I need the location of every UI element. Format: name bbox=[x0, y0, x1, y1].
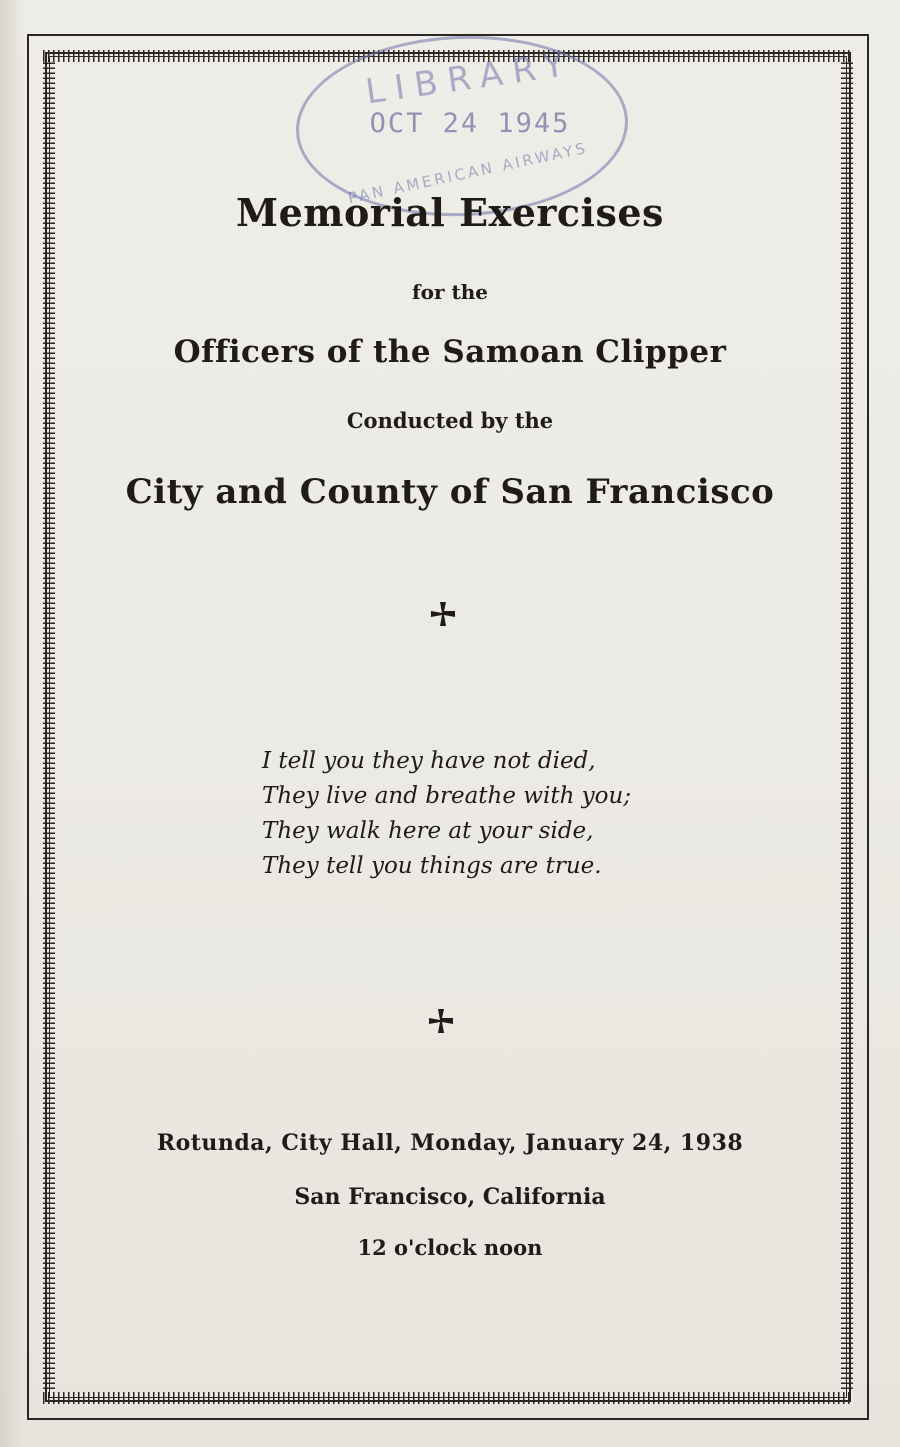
for-the-text: for the bbox=[412, 280, 488, 304]
location-line: San Francisco, California bbox=[294, 1184, 606, 1210]
program-title: Memorial Exercises bbox=[236, 190, 664, 235]
stamp-top-text: LIBRARY bbox=[363, 43, 577, 113]
honorees-heading: Officers of the Samoan Clipper bbox=[173, 334, 727, 370]
cross-pattee-icon bbox=[427, 1007, 455, 1035]
organizer-heading: City and County of San Francisco bbox=[125, 472, 775, 512]
conducted-by-text: Conducted by the bbox=[346, 408, 554, 433]
memorial-poem bbox=[262, 744, 631, 884]
stamp-date: OCT 24 1945 bbox=[369, 108, 571, 139]
page-edge-shadow bbox=[0, 0, 26, 1447]
poem-line: They live and breathe with you; bbox=[262, 783, 632, 809]
poem-line: They tell you things are true. bbox=[262, 853, 602, 879]
cross-pattee-icon bbox=[429, 600, 457, 628]
poem-line: I tell you they have not died, bbox=[262, 748, 596, 774]
time-line: 12 o'clock noon bbox=[357, 1235, 543, 1260]
poem-line: They walk here at your side, bbox=[262, 818, 594, 844]
venue-date-line: Rotunda, City Hall, Monday, January 24, 1938 bbox=[156, 1130, 744, 1156]
stamp-bottom-text: PAN AMERICAN AIRWAYS bbox=[346, 138, 590, 208]
